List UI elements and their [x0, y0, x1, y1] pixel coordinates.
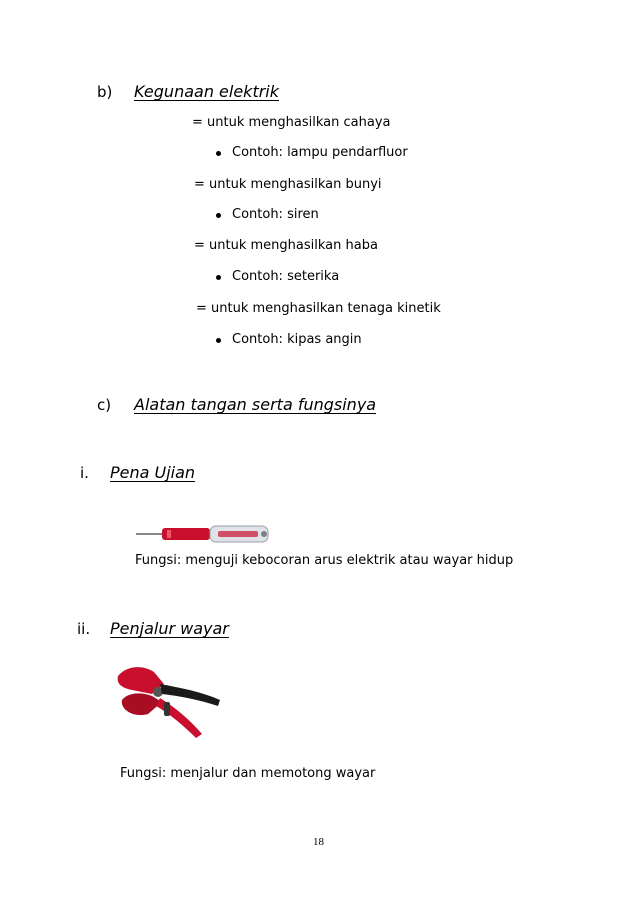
- screwdriver-tester-icon: [134, 522, 274, 546]
- bullet-icon: [216, 213, 221, 218]
- section-b-title: Kegunaan elektrik: [134, 82, 279, 101]
- section-c-title: Alatan tangan serta fungsinya: [134, 395, 377, 414]
- section-c-label: c): [97, 396, 112, 414]
- tool-1-numeral: i.: [80, 464, 89, 482]
- use-item-1: = untuk menghasilkan cahaya: [192, 115, 391, 130]
- wire-stripper-icon: [112, 662, 224, 740]
- bullet-icon: [216, 151, 221, 156]
- use-item-3: = untuk menghasilkan haba: [194, 238, 378, 253]
- use-item-4: = untuk menghasilkan tenaga kinetik: [196, 301, 441, 316]
- section-b-label: b): [97, 83, 113, 101]
- page-number: 18: [313, 836, 324, 848]
- use-example-1: Contoh: lampu pendarfluor: [232, 145, 408, 160]
- bullet-icon: [216, 338, 221, 343]
- tool-1-name: Pena Ujian: [110, 463, 196, 482]
- use-example-2: Contoh: siren: [232, 207, 319, 222]
- use-example-3: Contoh: seterika: [232, 269, 340, 284]
- tool-2-name: Penjalur wayar: [110, 619, 229, 638]
- tool-1-function: Fungsi: menguji kebocoran arus elektrik atau wayar hidup: [135, 553, 514, 568]
- use-example-4: Contoh: kipas angin: [232, 332, 362, 347]
- tool-2-function: Fungsi: menjalur dan memotong wayar: [120, 766, 376, 781]
- tool-2-numeral: ii.: [77, 620, 91, 638]
- bullet-icon: [216, 275, 221, 280]
- use-item-2: = untuk menghasilkan bunyi: [194, 177, 382, 192]
